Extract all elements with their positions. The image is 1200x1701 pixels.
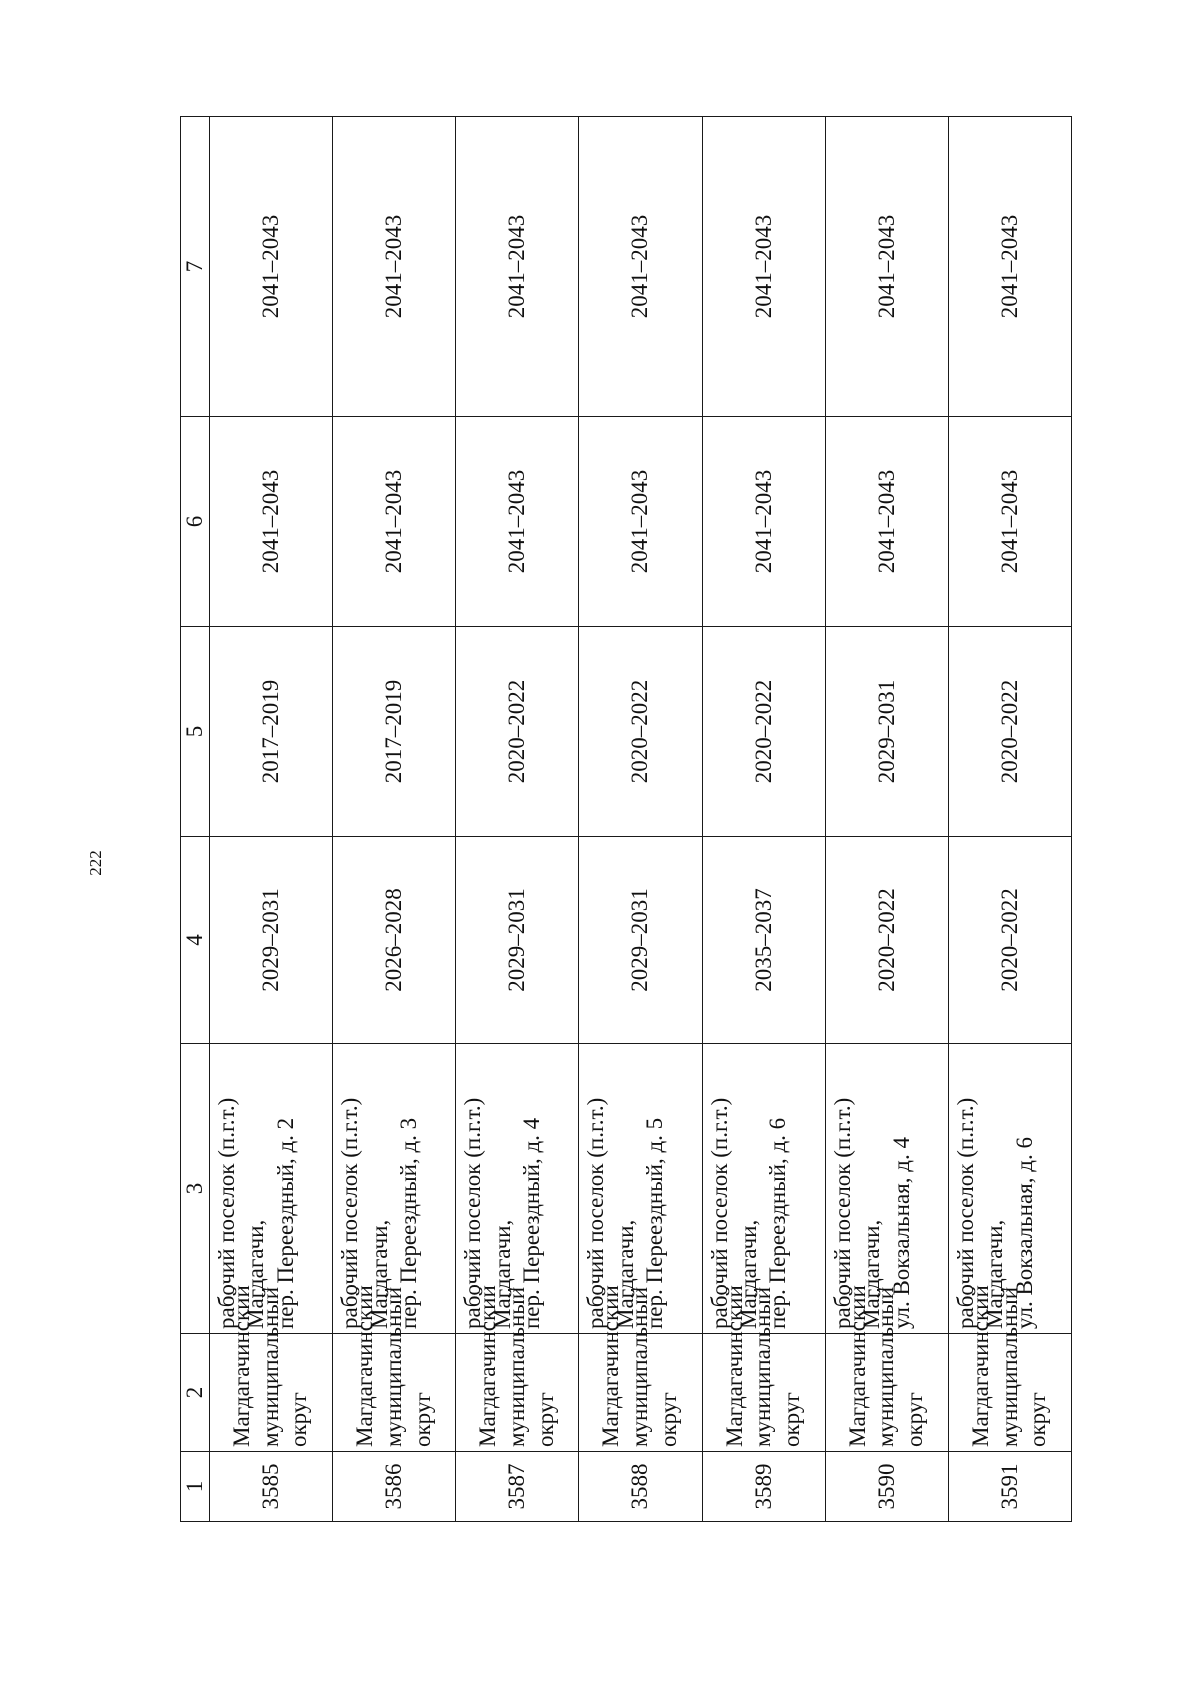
district-cell xyxy=(579,1285,702,1452)
district-line: округ xyxy=(532,1392,558,1447)
table-container xyxy=(180,117,1072,1522)
header-cell: 6 xyxy=(181,417,210,627)
column-5-cell: 2020–2022 xyxy=(702,627,825,837)
header-cell: 2 xyxy=(181,1334,210,1452)
column-5-cell: 2029–2031 xyxy=(825,627,948,837)
district-line: округ xyxy=(655,1392,681,1447)
address-line: Магдагачи, xyxy=(612,1219,638,1329)
column-6-cell: 2041–2043 xyxy=(825,417,948,627)
column-6-cell: 2041–2043 xyxy=(579,417,702,627)
table-row xyxy=(210,117,333,1522)
row-number-cell: 3590 xyxy=(825,1452,948,1522)
address-cell xyxy=(948,1044,1071,1334)
column-6-cell: 2041–2043 xyxy=(456,417,579,627)
header-cell: 7 xyxy=(181,117,210,417)
column-6-cell: 2041–2043 xyxy=(333,417,456,627)
address-line: Магдагачи, xyxy=(859,1219,885,1329)
address-cell xyxy=(579,1044,702,1334)
district-line: округ xyxy=(779,1392,804,1447)
header-cell: 1 xyxy=(181,1452,210,1522)
district-line: Магдагачинский xyxy=(844,1285,870,1447)
district-cell xyxy=(210,1285,333,1452)
table-row xyxy=(825,117,948,1522)
row-number-cell: 3585 xyxy=(210,1452,333,1522)
address-line: рабочий поселок (п.г.т.) xyxy=(952,1097,978,1329)
district-cell xyxy=(948,1285,1071,1452)
header-row xyxy=(181,117,210,1522)
address-line: пер. Переездный, д. 4 xyxy=(519,1117,545,1329)
district-line: округ xyxy=(902,1392,928,1447)
address-line: пер. Переездный, д. 6 xyxy=(765,1117,791,1329)
column-4-cell: 2029–2031 xyxy=(579,837,702,1044)
header-cell: 4 xyxy=(181,837,210,1044)
address-line: рабочий поселок (п.г.т.) xyxy=(214,1097,239,1329)
column-7-cell: 2041–2043 xyxy=(702,117,825,417)
district-line: Магдагачинский xyxy=(598,1285,624,1447)
address-line: ул. Вокзальная, д. 4 xyxy=(888,1137,914,1329)
district-line: Магдагачинский xyxy=(352,1285,378,1447)
district-line: Магдагачинский xyxy=(967,1285,993,1447)
column-7-cell: 2041–2043 xyxy=(333,117,456,417)
district-line: Магдагачинский xyxy=(721,1285,747,1447)
district-line: муниципальный xyxy=(750,1286,776,1447)
column-7-cell: 2041–2043 xyxy=(456,117,579,417)
district-line: округ xyxy=(286,1392,312,1447)
district-line: муниципальный xyxy=(257,1286,283,1447)
column-7-cell: 2041–2043 xyxy=(825,117,948,417)
row-number-cell: 3586 xyxy=(333,1452,456,1522)
address-cell xyxy=(333,1044,456,1334)
column-4-cell: 2035–2037 xyxy=(702,837,825,1044)
column-5-cell: 2017–2019 xyxy=(210,627,333,837)
row-number-cell: 3588 xyxy=(579,1452,702,1522)
address-line: пер. Переездный, д. 5 xyxy=(642,1117,668,1329)
address-line: Магдагачи, xyxy=(243,1219,269,1329)
column-5-cell: 2020–2022 xyxy=(948,627,1071,837)
column-7-cell: 2041–2043 xyxy=(948,117,1071,417)
district-cell xyxy=(333,1285,456,1452)
district-line: муниципальный xyxy=(996,1286,1022,1447)
table-row xyxy=(456,117,579,1522)
address-line: рабочий поселок (п.г.т.) xyxy=(337,1097,363,1329)
column-6-cell: 2041–2043 xyxy=(702,417,825,627)
page-number: 222 xyxy=(86,850,105,876)
address-line: ул. Вокзальная, д. 6 xyxy=(1011,1137,1037,1329)
column-4-cell: 2029–2031 xyxy=(456,837,579,1044)
address-line: рабочий поселок (п.г.т.) xyxy=(706,1097,732,1329)
district-cell xyxy=(456,1285,579,1452)
column-7-cell: 2041–2043 xyxy=(579,117,702,417)
table-row xyxy=(579,117,702,1522)
table-header xyxy=(181,117,210,1522)
district-line: муниципальный xyxy=(627,1286,653,1447)
district-cell xyxy=(702,1285,825,1452)
column-6-cell: 2041–2043 xyxy=(210,417,333,627)
address-cell xyxy=(210,1044,333,1334)
address-line: Магдагачи, xyxy=(982,1219,1008,1329)
column-6-cell: 2041–2043 xyxy=(948,417,1071,627)
column-5-cell: 2020–2022 xyxy=(579,627,702,837)
address-line: Магдагачи, xyxy=(366,1219,392,1329)
address-line: пер. Переездный, д. 2 xyxy=(272,1117,298,1329)
address-cell xyxy=(456,1044,579,1334)
district-line: муниципальный xyxy=(873,1286,899,1447)
row-number-cell: 3587 xyxy=(456,1452,579,1522)
address-line: пер. Переездный, д. 3 xyxy=(396,1117,422,1329)
address-line: рабочий поселок (п.г.т.) xyxy=(829,1097,855,1329)
address-line: Магдагачи, xyxy=(736,1219,761,1329)
table-row xyxy=(948,117,1071,1522)
district-cell xyxy=(825,1285,948,1452)
column-5-cell: 2020–2022 xyxy=(456,627,579,837)
data-table xyxy=(180,116,1072,1522)
address-cell xyxy=(825,1044,948,1334)
table-body xyxy=(210,117,1072,1522)
district-line: муниципальный xyxy=(380,1286,406,1447)
district-line: округ xyxy=(409,1392,435,1447)
table-row xyxy=(702,117,825,1522)
address-line: рабочий поселок (п.г.т.) xyxy=(583,1097,609,1329)
district-line: округ xyxy=(1025,1392,1051,1447)
header-cell: 3 xyxy=(181,1044,210,1334)
address-line: рабочий поселок (п.г.т.) xyxy=(460,1097,486,1329)
header-cell: 5 xyxy=(181,627,210,837)
district-line: Магдагачинский xyxy=(475,1285,501,1447)
row-number-cell: 3589 xyxy=(702,1452,825,1522)
column-4-cell: 2029–2031 xyxy=(210,837,333,1044)
column-4-cell: 2020–2022 xyxy=(825,837,948,1044)
column-4-cell: 2026–2028 xyxy=(333,837,456,1044)
column-4-cell: 2020–2022 xyxy=(948,837,1071,1044)
row-number-cell: 3591 xyxy=(948,1452,1071,1522)
district-line: муниципальный xyxy=(503,1286,529,1447)
column-7-cell: 2041–2043 xyxy=(210,117,333,417)
table-row xyxy=(333,117,456,1522)
district-line: Магдагачинский xyxy=(228,1285,254,1447)
address-line: Магдагачи, xyxy=(489,1219,515,1329)
address-cell xyxy=(702,1044,825,1334)
column-5-cell: 2017–2019 xyxy=(333,627,456,837)
